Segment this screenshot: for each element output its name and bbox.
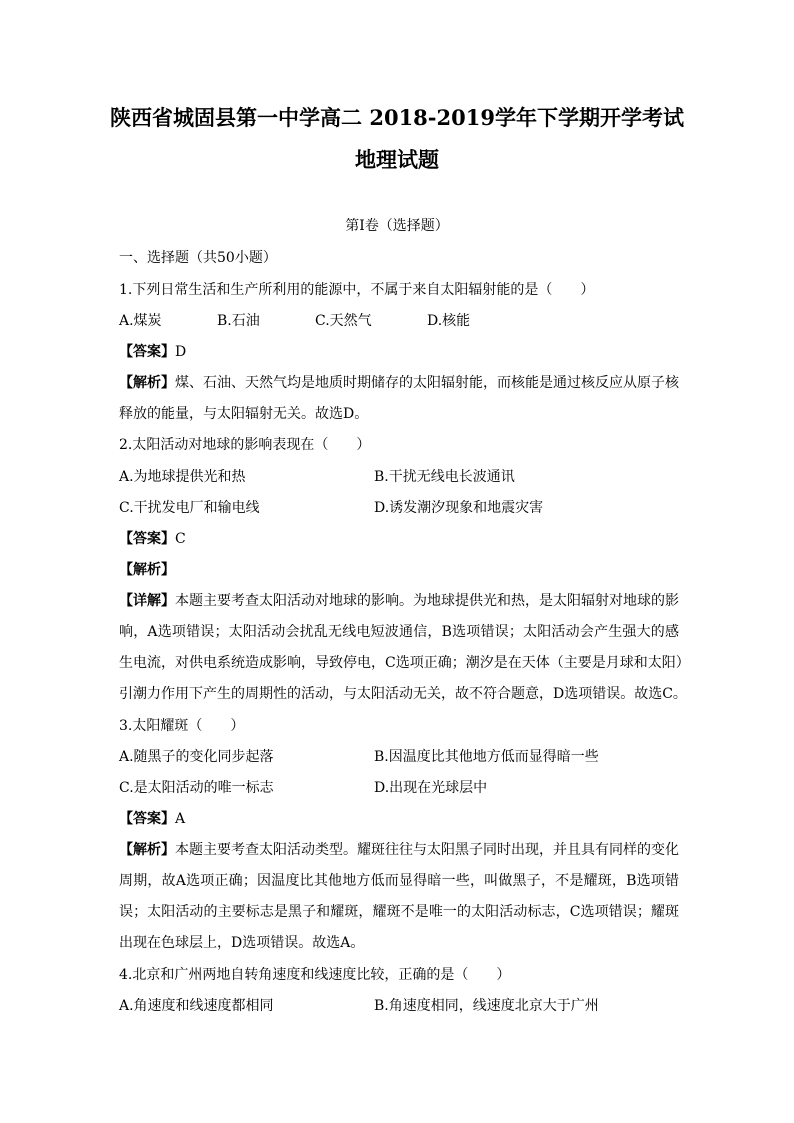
- analysis-label: 【解析】: [119, 842, 175, 858]
- question-1-stem: 1.下列日常生活和生产所利用的能源中，不属于来自太阳辐射能的是（ ）: [119, 282, 595, 298]
- question-3-stem: 3.太阳耀斑（ ）: [119, 718, 245, 734]
- detail-label: 【详解】: [119, 593, 175, 609]
- question-1-answer: [119, 342, 679, 362]
- document-title-line1: 陕西省城固县第一中学高二 2018-2019学年下学期开学考试: [110, 105, 684, 130]
- question-2-option-b: B.干扰无线电长波通讯: [374, 469, 515, 485]
- part-heading: 一、选择题（共50小题）: [119, 250, 277, 266]
- answer-label: 【答案】: [119, 531, 175, 547]
- analysis-text: 煤、石油、天然气均是地质时期储存的太阳辐射能，而核能是通过核反应从原子核: [175, 375, 679, 391]
- answer-label: 【答案】: [119, 344, 175, 360]
- question-2-detail-line-4: 引潮力作用下产生的周期性的活动，与太阳活动无关，故不符合题意，D选项错误。故选C。: [119, 686, 687, 702]
- question-3-analysis-line-1: [119, 840, 679, 860]
- question-3-analysis-line-4: 出现在色球层上，D选项错误。故选A。: [119, 935, 365, 951]
- analysis-text: 本题主要考查太阳活动类型。耀斑往往与太阳黑子同时出现，并且具有同样的变化: [175, 842, 679, 858]
- question-3-option-a: A.随黑子的变化同步起落: [119, 749, 274, 765]
- question-1-option-d: D.核能: [427, 313, 471, 329]
- question-3-option-d: D.出现在光球层中: [374, 780, 488, 796]
- question-2-analysis-label: 【解析】: [119, 562, 175, 578]
- detail-text: 本题主要考查太阳活动对地球的影响。为地球提供光和热，是太阳辐射对地球的影: [175, 593, 679, 609]
- question-1-option-c: C.天然气: [315, 313, 372, 329]
- question-3-analysis-line-2: 周期，故A选项正确；因温度比其他地方低而显得暗一些，叫做黑子，不是耀斑，B选项错: [119, 873, 679, 889]
- answer-value: D: [175, 344, 187, 360]
- analysis-label: 【解析】: [119, 375, 175, 391]
- question-2-option-a: A.为地球提供光和热: [119, 469, 246, 485]
- question-2-detail-line-1: [119, 591, 679, 611]
- answer-value: C: [175, 531, 186, 547]
- answer-value: A: [175, 811, 186, 827]
- question-2-option-d: D.诱发潮汐现象和地震灾害: [374, 500, 544, 516]
- question-3-option-b: B.因温度比其他地方低而显得暗一些: [374, 749, 599, 765]
- question-4-option-a: A.角速度和线速度都相同: [119, 998, 274, 1014]
- question-2-detail-line-2: 响，A选项错误；太阳活动会扰乱无线电短波通信，B选项错误；太阳活动会产生强大的感: [119, 624, 679, 640]
- question-4-option-b: B.角速度相同，线速度北京大于广州: [374, 998, 599, 1014]
- question-1-analysis-line-1: [119, 373, 679, 393]
- question-3-option-c: C.是太阳活动的唯一标志: [119, 780, 274, 796]
- question-1-option-a: A.煤炭: [119, 313, 162, 329]
- volume-heading: 第Ⅰ卷（选择题）: [345, 218, 449, 234]
- document-title-line2: 地理试题: [355, 147, 439, 172]
- answer-label: 【答案】: [119, 811, 175, 827]
- question-4-stem: 4.北京和广州两地自转角速度和线速度比较，正确的是（ ）: [119, 967, 511, 983]
- question-2-answer: [119, 529, 679, 549]
- question-1-analysis-line-2: 释放的能量，与太阳辐射无关。故选D。: [119, 406, 369, 422]
- question-2-stem: 2.太阳活动对地球的影响表现在（ ）: [119, 437, 371, 453]
- question-1-option-b: B.石油: [217, 313, 260, 329]
- question-3-answer: [119, 809, 679, 829]
- question-2-option-c: C.干扰发电厂和输电线: [119, 500, 260, 516]
- question-2-detail-line-3: 生电流，对供电系统造成影响，导致停电，C选项正确；潮汐是在天体（主要是月球和太阳）: [119, 655, 690, 671]
- question-3-analysis-line-3: 误；太阳活动的主要标志是黑子和耀斑，耀斑不是唯一的太阳活动标志，C选项错误；耀斑: [119, 904, 679, 920]
